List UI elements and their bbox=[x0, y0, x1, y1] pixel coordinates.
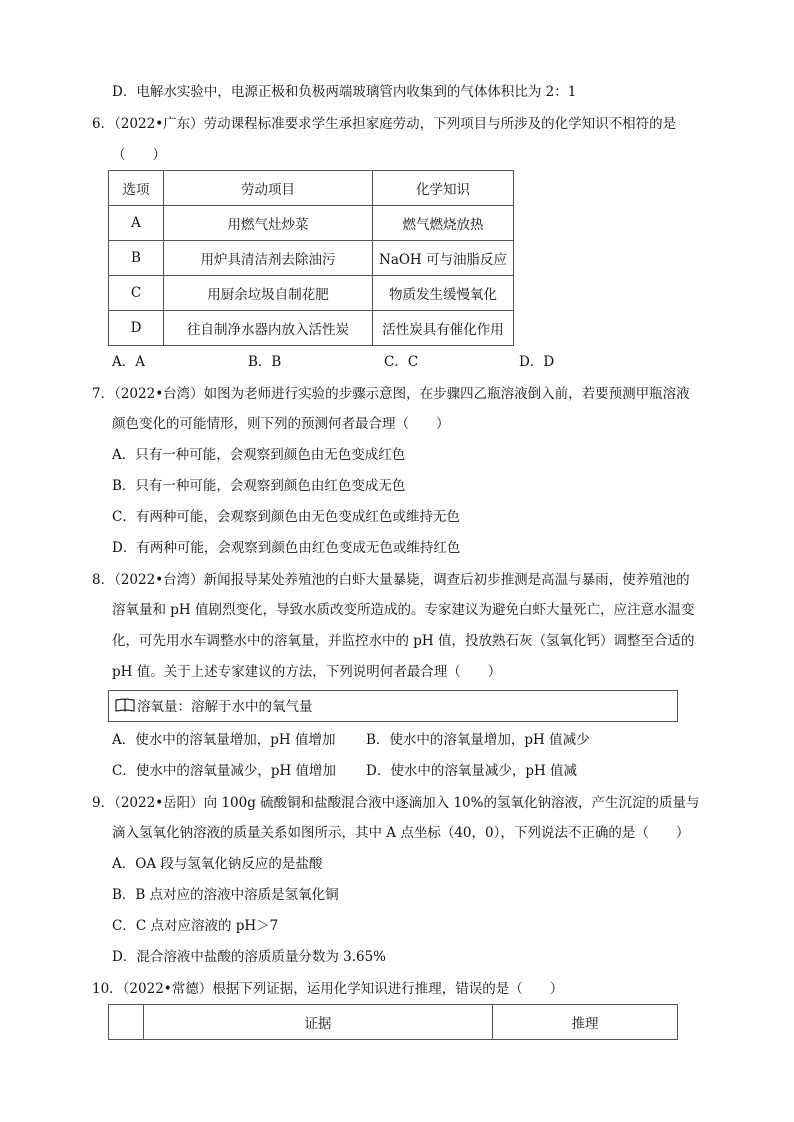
q10-stem: 10．（2022•常德）根据下列证据，运用化学知识进行推理，错误的是（ ） bbox=[92, 981, 564, 997]
q7-stem-line1: 7．（2022•台湾）如图为老师进行实验的步骤示意图，在步骤四乙瓶溶液倒入前，若要预测甲瓶溶液 bbox=[92, 386, 690, 402]
table-row bbox=[109, 206, 514, 241]
q9-stem-line1: 9．（2022•岳阳）向 100g 硫酸铜和盐酸混合液中逐滴加入 10%的氢氧化钠溶液，产生沉淀的质量与 bbox=[92, 795, 700, 811]
table-header-row bbox=[109, 171, 514, 206]
table-row bbox=[109, 311, 514, 346]
q8-stem-line4: pH 值。关于上述专家建议的方法，下列说明何者最合理（ ） bbox=[112, 664, 502, 680]
q7-stem-line2: 颜色变化的可能情形，则下列的预测何者最合理（ ） bbox=[112, 416, 450, 432]
q7-option-a: A．只有一种可能，会观察到颜色由无色变成红色 bbox=[112, 447, 406, 463]
q8-stem-line1: 8．（2022•台湾）新闻报导某处养殖池的白虾大量暴毙，调查后初步推测是高温与暴雨，使养殖池的 bbox=[92, 572, 690, 588]
table-cell: NaOH 可与油脂反应 bbox=[373, 241, 514, 276]
table-cell: 用燃气灶炒菜 bbox=[164, 206, 373, 241]
table-cell: 用厨余垃圾自制花肥 bbox=[164, 276, 373, 311]
table-cell: B bbox=[109, 241, 164, 276]
table-header-cell bbox=[109, 1005, 144, 1040]
q8-note-text: 溶氧量：溶解于水中的氧气量 bbox=[137, 699, 313, 715]
q7-option-c: C．有两种可能，会观察到颜色由无色变成红色或维持无色 bbox=[112, 509, 460, 525]
table-cell: 活性炭具有催化作用 bbox=[373, 311, 514, 346]
table-header-cell: 推理 bbox=[493, 1005, 678, 1040]
table-cell: D bbox=[109, 311, 164, 346]
q8-stem-line2: 溶氧量和 pH 值剧烈变化，导致水质改变所造成的。专家建议为避免白虾大量死亡，应注意水温变 bbox=[112, 602, 695, 618]
table-cell: 往自制净水器内放入活性炭 bbox=[164, 311, 373, 346]
q6-choice-a: A．A bbox=[112, 354, 145, 370]
q6-choice-b: B．B bbox=[248, 354, 282, 370]
q10-table bbox=[108, 1004, 678, 1040]
q5-option-d: D．电解水实验中，电源正极和负极两端玻璃管内收集到的气体体积比为 2：1 bbox=[112, 84, 577, 100]
q8-note-box bbox=[108, 690, 678, 722]
q7-option-d: D．有两种可能，会观察到颜色由红色变成无色或维持红色 bbox=[112, 540, 461, 556]
q7-option-b: B．只有一种可能，会观察到颜色由红色变成无色 bbox=[112, 478, 406, 494]
table-header-row bbox=[109, 1005, 678, 1040]
q6-stem: 6．（2022•广东）劳动课程标准要求学生承担家庭劳动，下列项目与所涉及的化学知识不相符的是 bbox=[92, 116, 677, 132]
q8-option-d: D．使水中的溶氧量减少，pH 值减 bbox=[366, 763, 578, 779]
table-cell: 燃气燃烧放热 bbox=[373, 206, 514, 241]
q8-option-b: B．使水中的溶氧量增加，pH 值减少 bbox=[366, 732, 590, 748]
q9-stem-line2: 滴入氢氧化钠溶液的质量关系如图所示，其中 A 点坐标（40，0），下列说法不正确的是（ ） bbox=[112, 825, 690, 841]
table-cell: 物质发生缓慢氧化 bbox=[373, 276, 514, 311]
q8-option-a: A．使水中的溶氧量增加，pH 值增加 bbox=[112, 732, 336, 748]
table-cell: A bbox=[109, 206, 164, 241]
q9-option-c: C．C 点对应溶液的 pH＞7 bbox=[112, 918, 279, 934]
book-icon bbox=[115, 692, 135, 724]
table-header-cell: 化学知识 bbox=[373, 171, 514, 206]
table-header-cell: 选项 bbox=[109, 171, 164, 206]
q8-stem-line3: 化，可先用水车调整水中的溶氧量，并监控水中的 pH 值，投放熟石灰（氢氧化钙）调整至合适的 bbox=[112, 633, 695, 649]
table-cell: C bbox=[109, 276, 164, 311]
table-row bbox=[109, 276, 514, 311]
q6-table bbox=[108, 170, 514, 346]
q6-choice-c: C．C bbox=[384, 354, 419, 370]
q6-answer-paren: （ ） bbox=[112, 147, 166, 163]
table-header-cell: 证据 bbox=[144, 1005, 493, 1040]
q8-option-c: C．使水中的溶氧量减少，pH 值增加 bbox=[112, 763, 337, 779]
q9-option-b: B．B 点对应的溶液中溶质是氢氧化铜 bbox=[112, 887, 339, 903]
q9-option-a: A．OA 段与氢氧化钠反应的是盐酸 bbox=[112, 856, 323, 872]
table-row bbox=[109, 241, 514, 276]
table-header-cell: 劳动项目 bbox=[164, 171, 373, 206]
table-cell: 用炉具清洁剂去除油污 bbox=[164, 241, 373, 276]
q9-option-d: D．混合溶液中盐酸的溶质质量分数为 3.65% bbox=[112, 949, 387, 965]
q6-choice-d: D．D bbox=[519, 354, 555, 370]
